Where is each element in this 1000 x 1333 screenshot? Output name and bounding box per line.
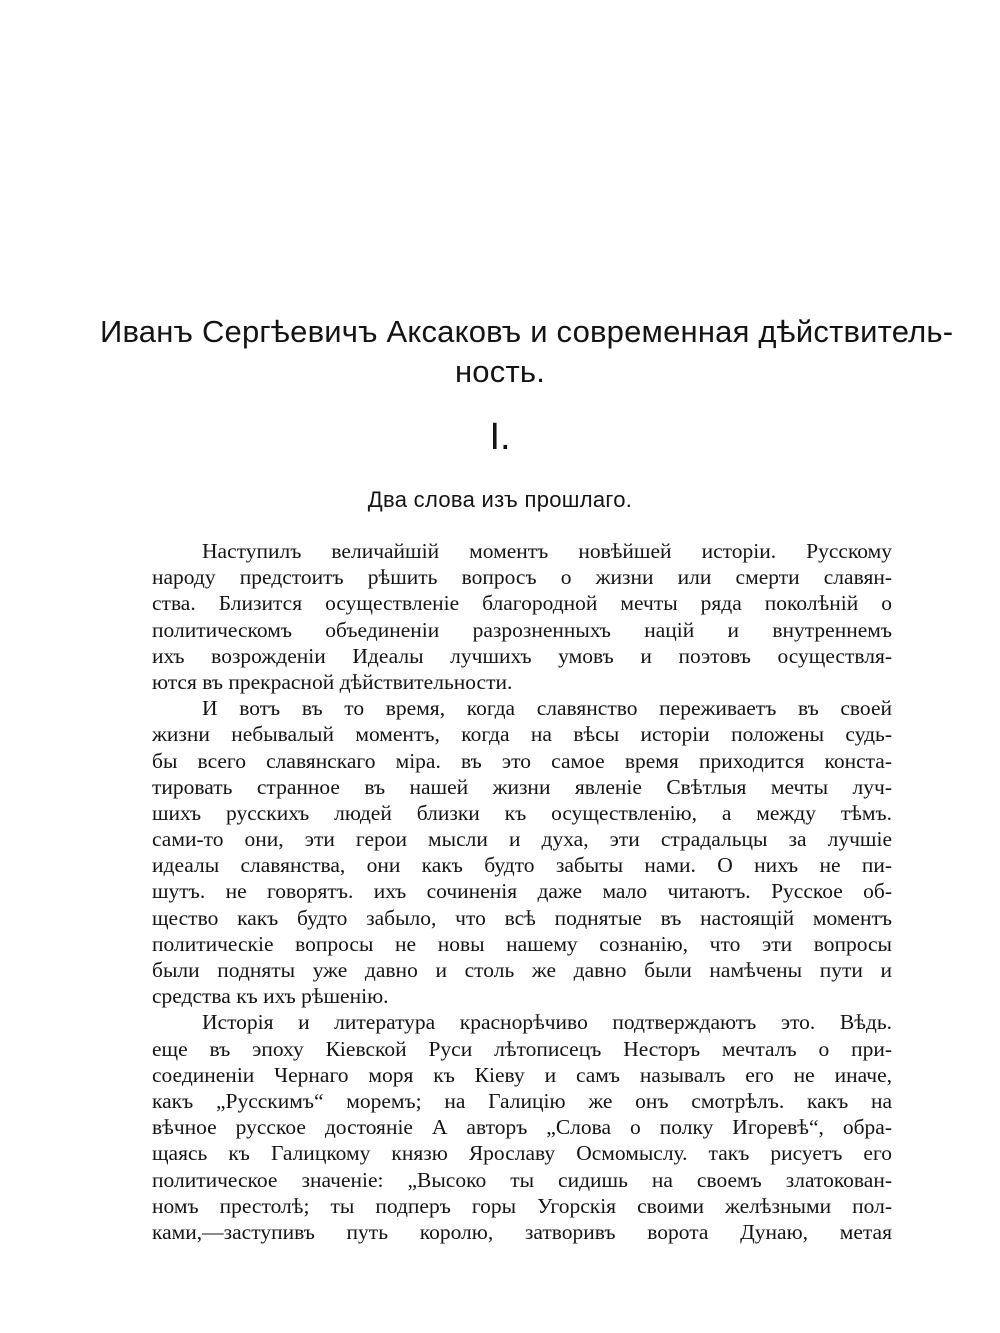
text-line: политическое значеніе: „Высоко ты сидишь на своемъ златокован-	[152, 1167, 892, 1192]
text-line: тировать странное въ нашей жизни явленіе Свѣтлыя мечты луч-	[152, 774, 892, 799]
text-line: какъ „Русскимъ“ моремъ; на Галицію же онъ смотрѣлъ. какъ на	[152, 1088, 892, 1113]
text-line: средства къ ихъ рѣшенію.	[152, 984, 389, 1009]
text-line: ются въ прекрасной дѣйствительности.	[152, 669, 513, 694]
text-line: ками,—заступивъ путь королю, затворивъ ворота Дунаю, метая	[152, 1219, 892, 1244]
section-subtitle: Два слова изъ прошлаго.	[367, 487, 633, 512]
text-line: были подняты уже давно и столь же давно были намѣчены пути и	[152, 958, 892, 982]
body-text	[152, 538, 892, 1245]
text-line: жизни небывалый моментъ, когда на вѣсы исторіи положены судь-	[152, 722, 892, 747]
text-line: номъ престолѣ; ты подперъ горы Угорскія своими желѣзными пол-	[152, 1193, 892, 1218]
text-line: Исторія и литература краснорѣчиво подтверждаютъ это. Вѣдь.	[202, 1010, 892, 1035]
text-line: щество какъ будто забыло, что всѣ поднятые въ настоящій моментъ	[152, 905, 892, 930]
text-line: идеалы славянства, они какъ будто забыты нами. О нихъ не пи-	[152, 853, 892, 878]
text-line: бы всего славянскаго міра. въ это самое время приходится конста-	[152, 748, 892, 773]
chapter-title	[100, 312, 954, 392]
chapter-title-line-2: ность.	[454, 354, 546, 389]
text-line: еще въ эпоху Кіевской Руси лѣтописецъ Несторъ мечталъ о при-	[152, 1036, 892, 1061]
text-line: шутъ. не говорятъ. ихъ сочиненія даже мало читаютъ. Русское об-	[152, 879, 892, 904]
text-line: вѣчное русское достояніе А авторъ „Слова о полку Игоревѣ“, обра-	[152, 1115, 892, 1140]
text-line: политическіе вопросы не новы нашему сознанію, что эти вопросы	[152, 931, 892, 956]
text-line: ихъ возрожденіи Идеалы лучшихъ умовъ и поэтовъ осуществля-	[152, 643, 892, 668]
text-line: ства. Близится осуществленіе благородной мечты ряда поколѣній о	[152, 591, 892, 616]
text-line: И вотъ въ то время, когда славянство переживаетъ въ своей	[202, 696, 892, 721]
text-line: Наступилъ величайшій моментъ новѣйшей исторіи. Русскому	[202, 539, 892, 563]
text-line: шихъ русскихъ людей близки къ осуществленію, а между тѣмъ.	[152, 800, 892, 825]
text-line: народу предстоитъ рѣшить вопросъ о жизни или смерти славян-	[152, 565, 892, 590]
text-line: щаясь къ Галицкому князю Ярославу Осмомыслу. такъ рисуетъ его	[152, 1141, 892, 1166]
text-line: соединеніи Чернаго моря къ Кіеву и самъ называлъ его не иначе,	[152, 1062, 892, 1087]
section-numeral: I.	[489, 416, 511, 458]
text-line: сами-то они, эти герои мысли и духа, эти страдальцы за лучшіе	[152, 827, 892, 852]
text-line: политическомъ объединеніи разрозненныхъ націй и внутреннемъ	[152, 617, 892, 642]
chapter-title-line-1: Иванъ Сергѣевичъ Аксаковъ и современная дѣйствитель-	[100, 314, 954, 349]
